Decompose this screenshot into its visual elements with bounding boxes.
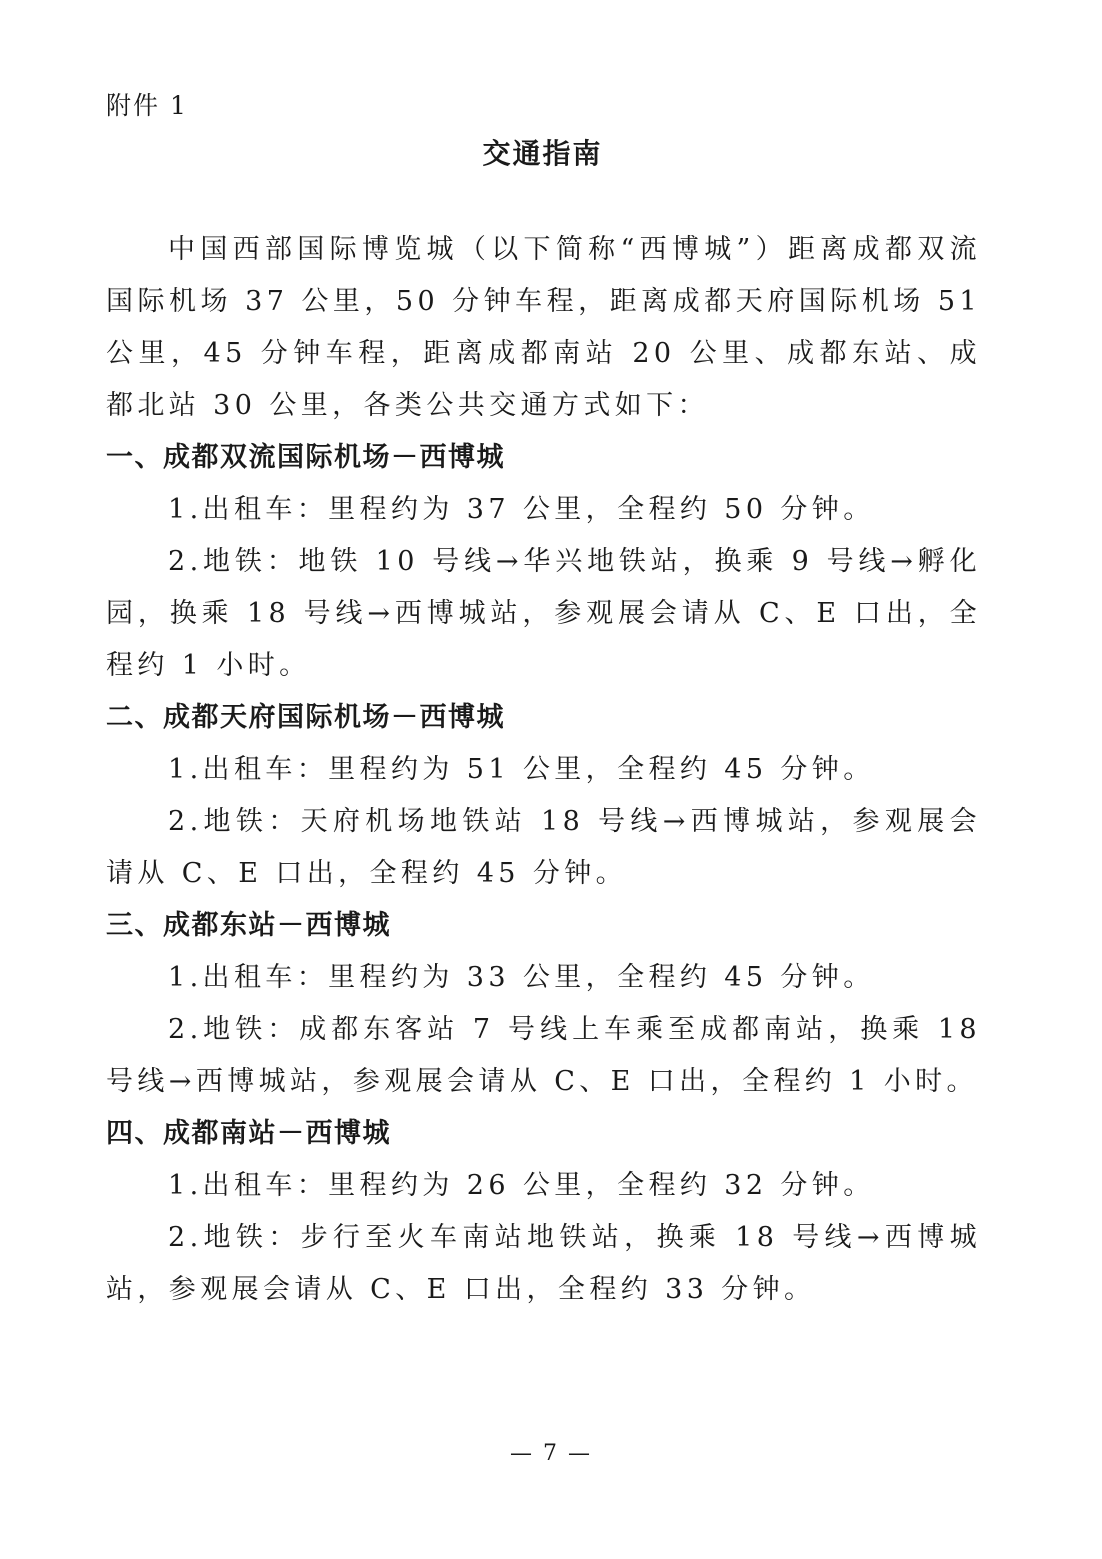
page-number: — 7 — — [510, 1441, 592, 1466]
metro-item: 2.地铁：成都东客站 7 号线上车乘至成都南站，换乘 18 号线→西博城站，参观展会请从 C、E 口出，全程约 1 小时。 — [106, 1014, 981, 1097]
taxi-item: 1.出租车：里程约为 33 公里，全程约 45 分钟。 — [168, 962, 875, 993]
metro-item: 2.地铁：步行至火车南站地铁站，换乘 18 号线→西博城站，参观展会请从 C、E 口出，全程约 33 分钟。 — [106, 1222, 981, 1305]
section-chengdu-south-station — [106, 1108, 981, 1316]
metro-item: 2.地铁：天府机场地铁站 18 号线→西博城站，参观展会请从 C、E 口出，全程约 45 分钟。 — [106, 806, 981, 889]
section-shuangliu-airport — [106, 432, 981, 692]
taxi-item: 1.出租车：里程约为 51 公里，全程约 45 分钟。 — [168, 754, 875, 785]
page-title: 交通指南 — [482, 137, 603, 170]
section-heading: 一、成都双流国际机场－西博城 — [106, 442, 505, 473]
section-chengdu-east-station — [106, 900, 981, 1108]
section-heading: 三、成都东站－西博城 — [106, 910, 391, 941]
taxi-item: 1.出租车：里程约为 37 公里，全程约 50 分钟。 — [168, 494, 875, 525]
taxi-item: 1.出租车：里程约为 26 公里，全程约 32 分钟。 — [168, 1170, 875, 1201]
section-heading: 二、成都天府国际机场－西博城 — [106, 702, 505, 733]
metro-item: 2.地铁：地铁 10 号线→华兴地铁站，换乘 9 号线→孵化园，换乘 18 号线→西博城站，参观展会请从 C、E 口出，全程约 1 小时。 — [106, 546, 981, 681]
section-heading: 四、成都南站－西博城 — [106, 1118, 391, 1149]
document-body — [106, 224, 981, 1316]
intro-paragraph: 中国西部国际博览城（以下简称“西博城”）距离成都双流国际机场 37 公里，50 分钟车程，距离成都天府国际机场 51 公里，45 分钟车程，距离成都南站 20 公里、成都东站、成都北站 30 公里，各类公共交通方式如下： — [106, 234, 981, 421]
section-tianfu-airport — [106, 692, 981, 900]
attachment-label: 附件 1 — [106, 91, 188, 120]
